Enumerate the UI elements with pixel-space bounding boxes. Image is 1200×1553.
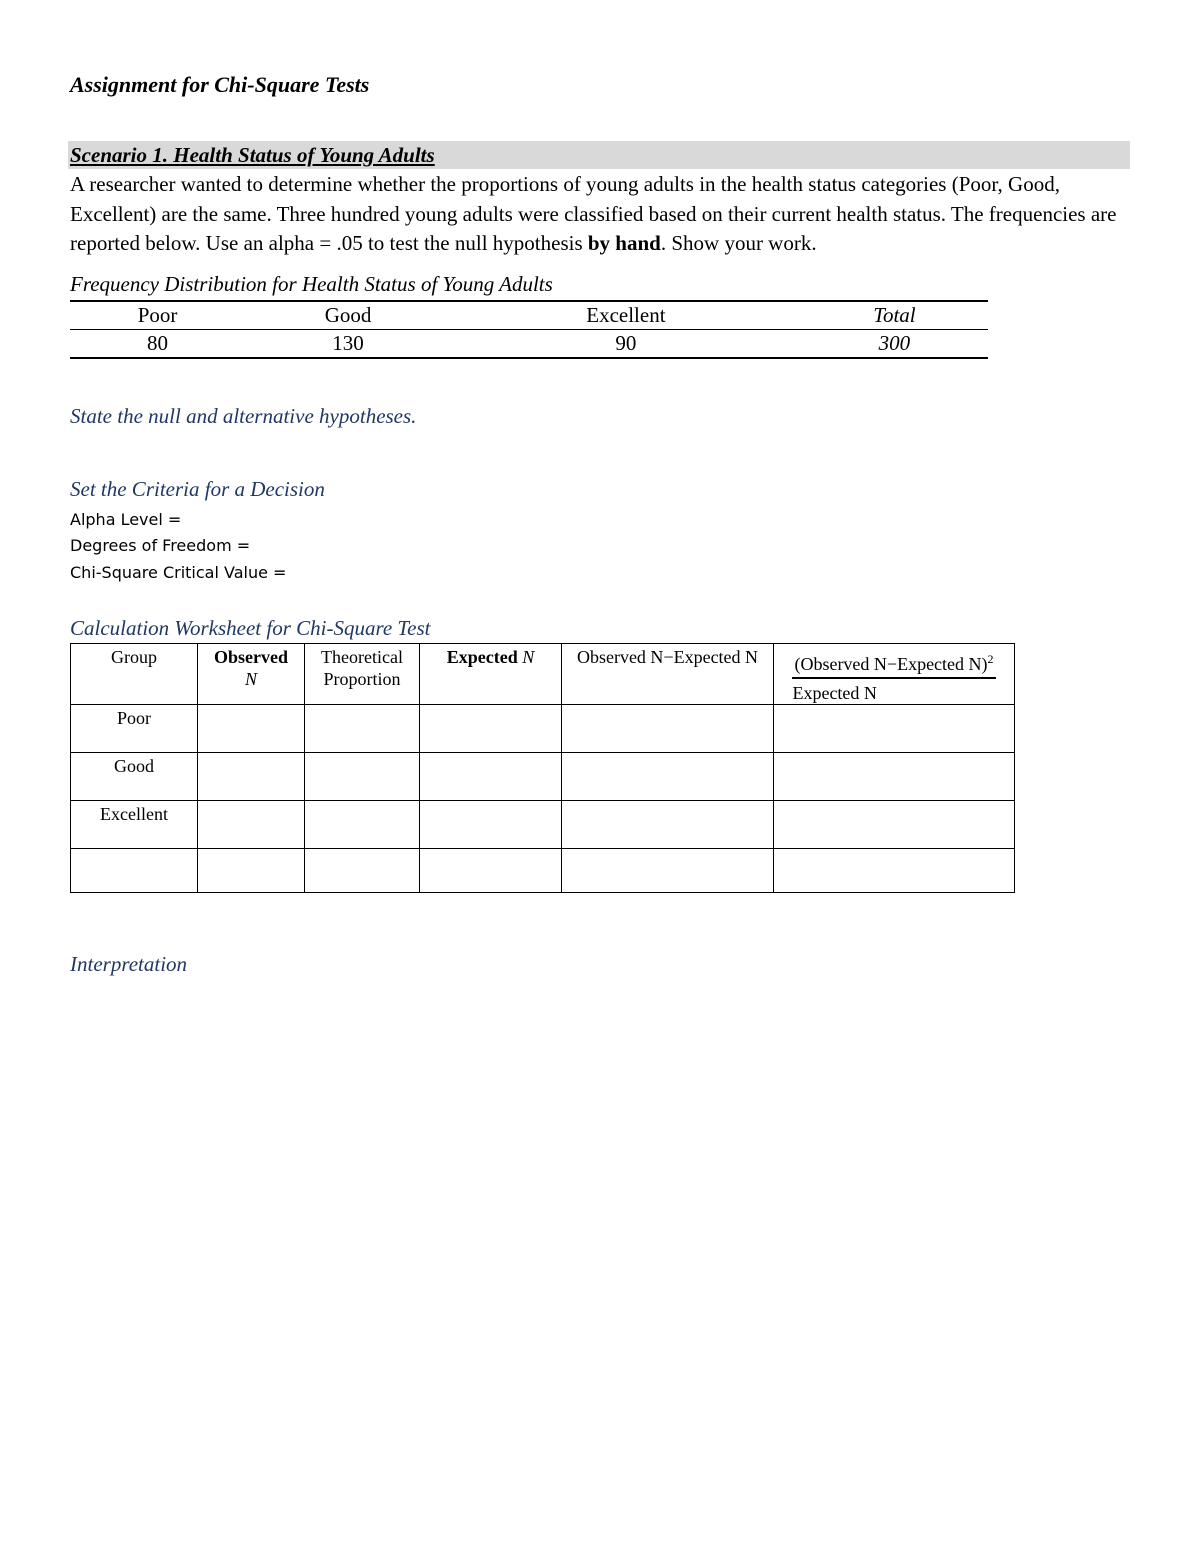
frequency-header-row (70, 301, 988, 330)
ws-expected-label: Expected (446, 647, 518, 667)
ws-cell[interactable] (562, 705, 774, 753)
ws-cell[interactable] (198, 849, 305, 893)
ws-cell[interactable] (305, 705, 420, 753)
criteria-heading: Set the Criteria for a Decision (70, 477, 325, 501)
ws-cell[interactable] (562, 753, 774, 801)
scenario-text-1: A researcher wanted to determine whether the proportions of young adults in the health status categories (Poor, Good, Excellent) are the same. Three hundred young adults were classified based on their current health status. The frequencies are reported below. Use an alpha = .05 to test the null hypothesis (70, 172, 1117, 255)
chi-fraction-denominator: Expected N (792, 683, 877, 703)
ws-cell[interactable] (198, 801, 305, 849)
ws-row-poor-label: Poor (71, 705, 198, 753)
freq-value-poor: 80 (70, 330, 245, 359)
frequency-value-row (70, 330, 988, 359)
worksheet-row (71, 705, 1015, 753)
worksheet-heading: Calculation Worksheet for Chi-Square Test (70, 616, 431, 640)
interpretation-heading: Interpretation (70, 952, 188, 976)
freq-value-total: 300 (801, 330, 988, 359)
worksheet-header-row (71, 644, 1015, 705)
ws-row-good-label: Good (71, 753, 198, 801)
ws-cell[interactable] (774, 753, 1015, 801)
degrees-of-freedom-label: Degrees of Freedom = (70, 536, 251, 555)
ws-header-group: Group (71, 644, 198, 705)
scenario-text-2: . Show your work. (660, 231, 817, 255)
ws-cell[interactable] (774, 801, 1015, 849)
ws-cell[interactable] (420, 753, 562, 801)
ws-header-chi-component (774, 644, 1015, 705)
worksheet-row (71, 753, 1015, 801)
ws-cell[interactable] (420, 705, 562, 753)
alpha-level-label: Alpha Level = (70, 510, 182, 529)
ws-cell[interactable] (198, 705, 305, 753)
ws-row-excellent-label: Excellent (71, 801, 198, 849)
chi-exponent: 2 (987, 652, 994, 666)
ws-cell[interactable] (305, 801, 420, 849)
freq-value-excellent: 90 (451, 330, 801, 359)
freq-header-poor: Poor (70, 301, 245, 330)
worksheet-table (70, 643, 1015, 893)
scenario-title: Scenario 1. Health Status of Young Adults (70, 143, 435, 167)
worksheet-row (71, 849, 1015, 893)
frequency-table (70, 300, 988, 359)
ws-cell[interactable] (198, 753, 305, 801)
freq-header-good: Good (245, 301, 451, 330)
freq-header-total: Total (801, 301, 988, 330)
ws-header-theoretical: Theoretical Proportion (305, 644, 420, 705)
ws-expected-n: N (522, 647, 535, 667)
chi-fraction (792, 648, 995, 704)
ws-header-observed (198, 644, 305, 705)
ws-row-total-label (71, 849, 198, 893)
ws-cell[interactable] (305, 753, 420, 801)
scenario-description (70, 170, 1140, 259)
ws-header-difference: Observed N−Expected N (562, 644, 774, 705)
ws-cell[interactable] (562, 801, 774, 849)
ws-cell[interactable] (420, 849, 562, 893)
ws-observed-n: N (244, 669, 257, 689)
freq-value-good: 130 (245, 330, 451, 359)
ws-cell[interactable] (420, 801, 562, 849)
frequency-table-caption: Frequency Distribution for Health Status of Young Adults (70, 272, 553, 296)
chi-numerator-text: (Observed N−Expected N) (794, 654, 988, 674)
freq-header-excellent: Excellent (451, 301, 801, 330)
ws-header-expected (420, 644, 562, 705)
ws-cell[interactable] (305, 849, 420, 893)
scenario-text-bold: by hand (587, 231, 661, 255)
ws-cell[interactable] (774, 705, 1015, 753)
worksheet-row (71, 801, 1015, 849)
ws-cell[interactable] (562, 849, 774, 893)
chi-fraction-numerator (792, 648, 995, 679)
document-title: Assignment for Chi-Square Tests (70, 72, 370, 97)
ws-observed-label: Observed (214, 647, 288, 667)
critical-value-label: Chi-Square Critical Value = (70, 563, 287, 582)
ws-cell[interactable] (774, 849, 1015, 893)
hypotheses-heading: State the null and alternative hypotheses. (70, 404, 417, 428)
